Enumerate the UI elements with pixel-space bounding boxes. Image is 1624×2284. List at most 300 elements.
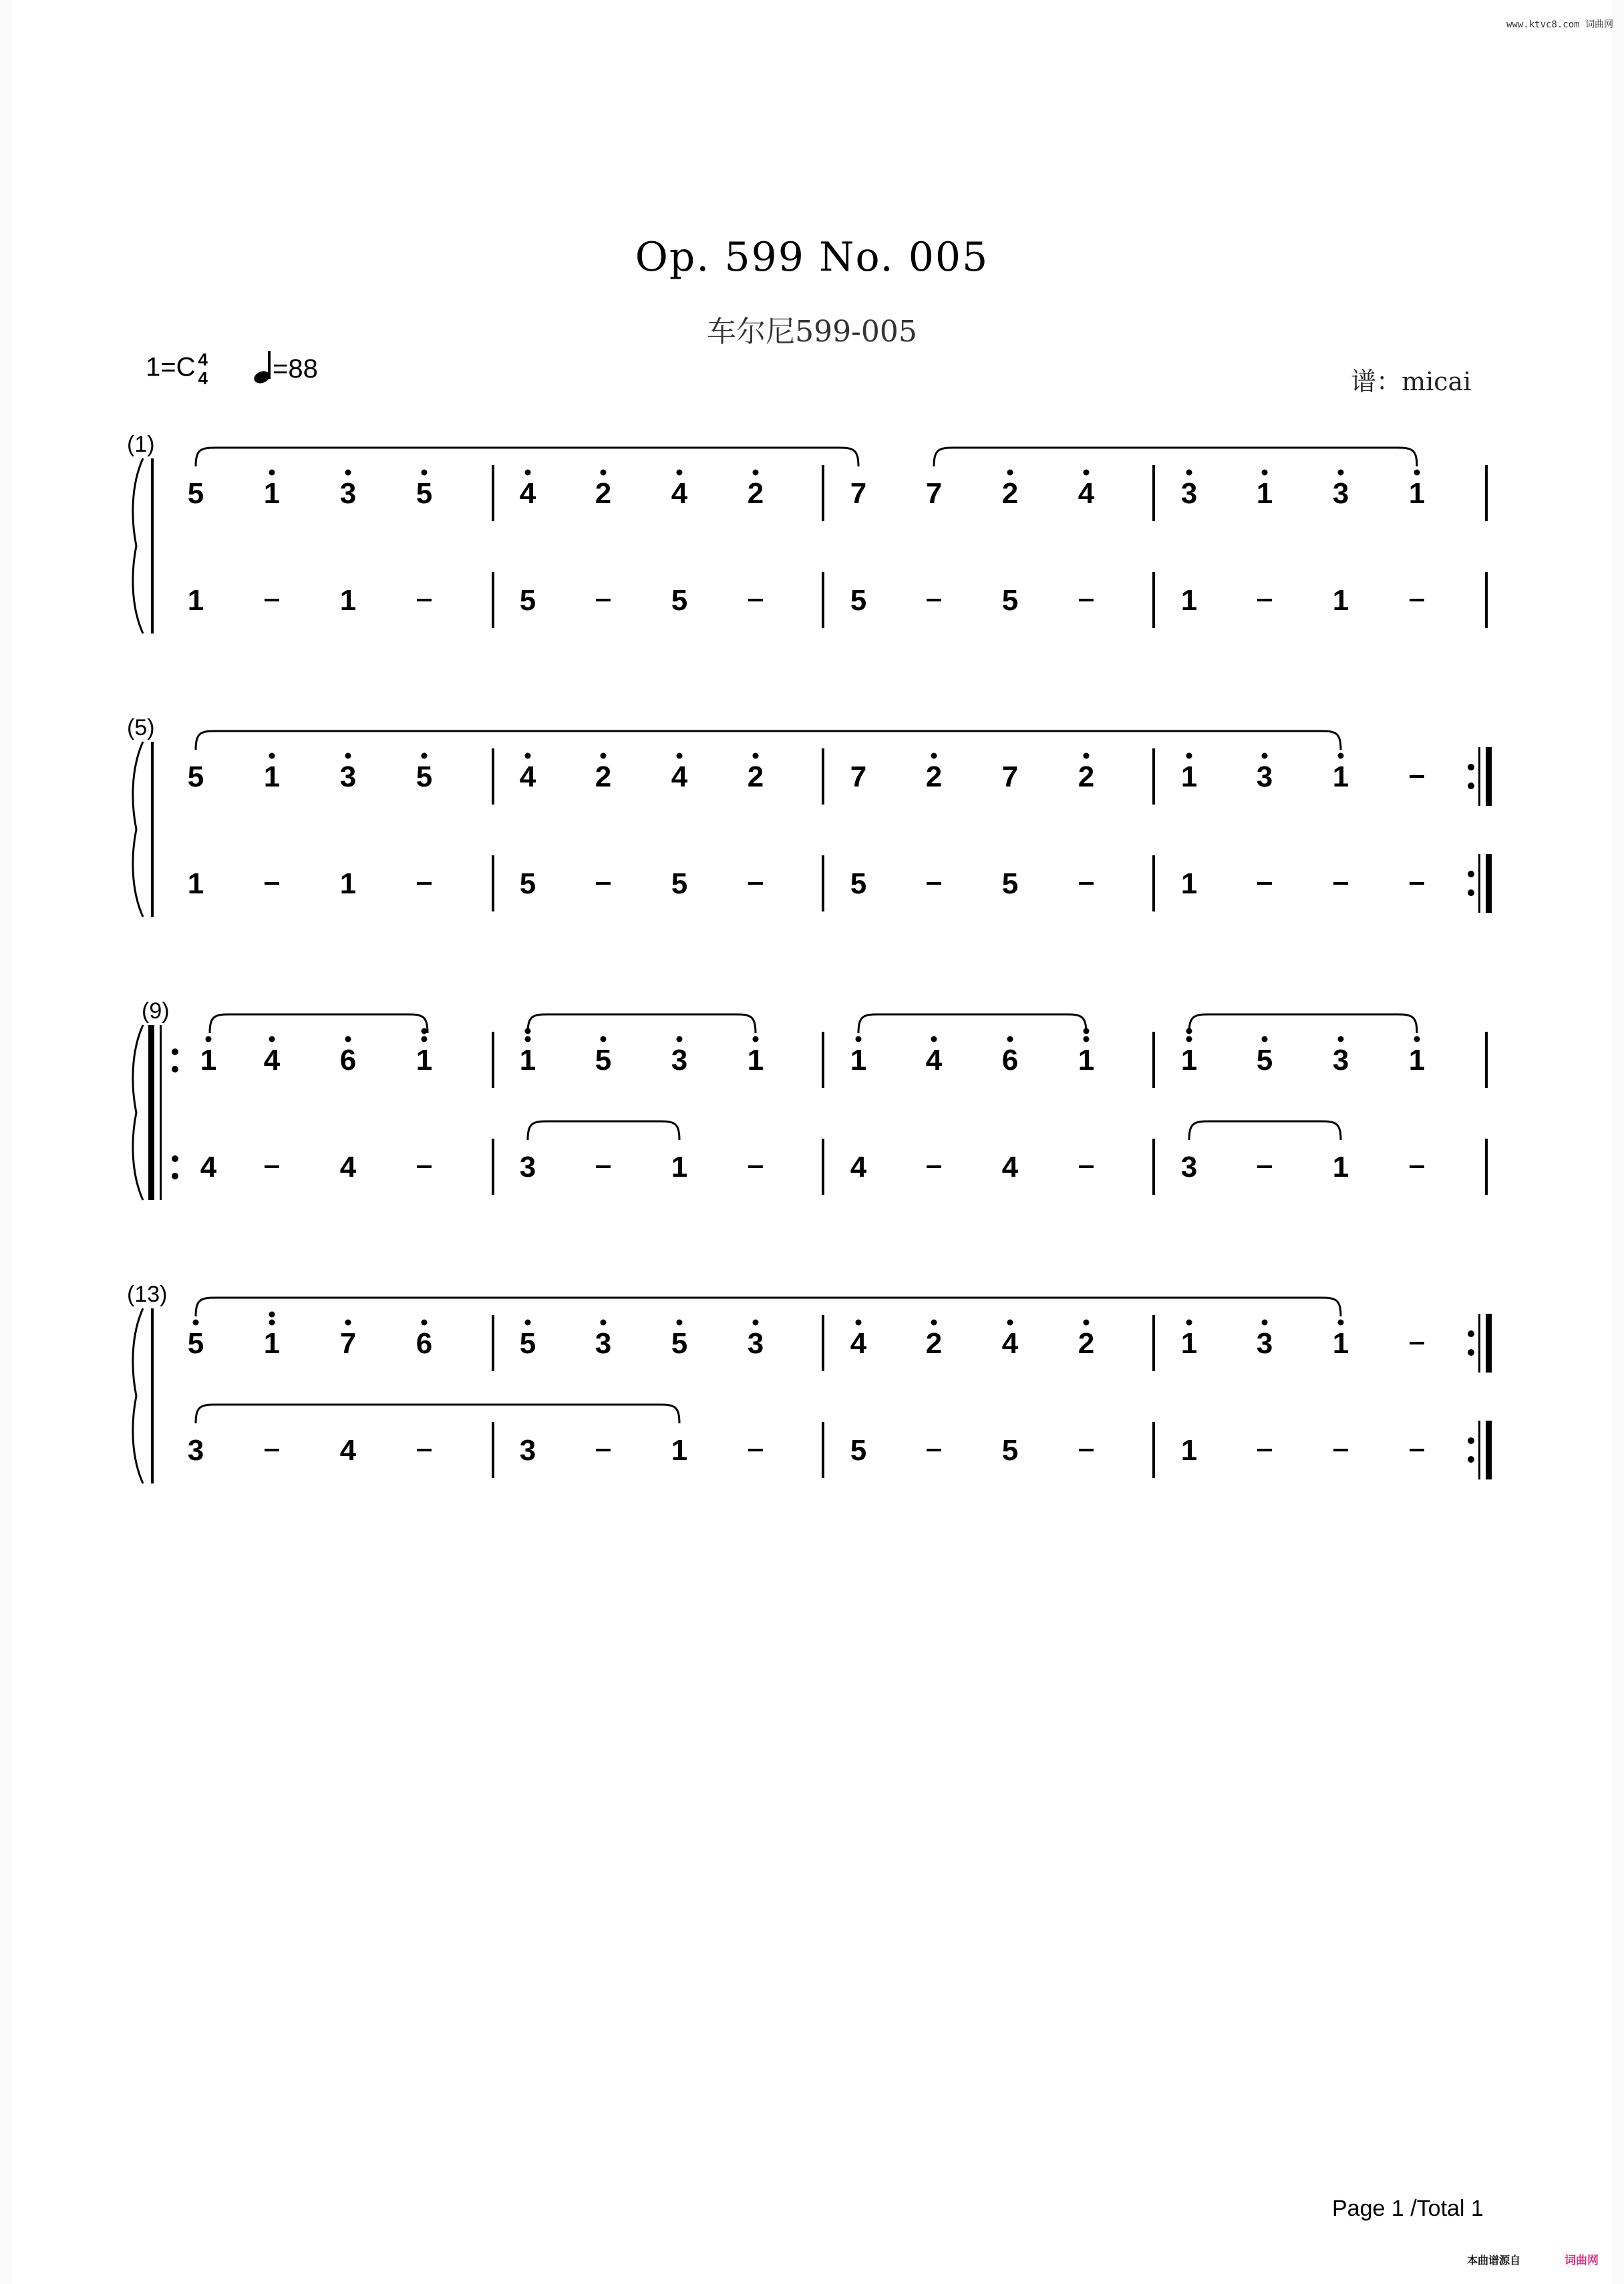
lower-note xyxy=(188,1434,204,1467)
note-digit: 5 xyxy=(187,760,204,793)
lower-note xyxy=(1333,1449,1348,1451)
note-digit: 1 xyxy=(1408,1044,1426,1077)
octave-dot xyxy=(269,1036,275,1042)
octave-dot xyxy=(1084,1320,1090,1326)
note-digit: 1 xyxy=(187,584,204,617)
note-digit: 4 xyxy=(519,477,536,510)
upper-note xyxy=(520,1028,536,1077)
octave-dot xyxy=(1338,470,1344,476)
note-digit: 3 xyxy=(339,477,357,510)
lower-note xyxy=(748,1165,763,1168)
note-digit: 5 xyxy=(1001,1434,1019,1467)
note-digit: 5 xyxy=(519,867,536,900)
repeat-end-thin-bar xyxy=(1478,1314,1480,1373)
repeat-dot xyxy=(1468,764,1474,770)
note-digit: 4 xyxy=(519,760,536,793)
note-digit: 1 xyxy=(1332,584,1349,617)
source-watermark: 本曲谱源自 xyxy=(1467,2255,1521,2267)
note-digit: 4 xyxy=(925,1044,943,1077)
lower-note xyxy=(1410,882,1424,885)
repeat-end-thick-bar xyxy=(1486,1421,1492,1479)
lower-note xyxy=(417,599,432,601)
note-digit: 5 xyxy=(595,1044,612,1077)
lower-note xyxy=(748,882,763,885)
octave-dot xyxy=(1338,753,1344,759)
octave-dot xyxy=(269,1312,275,1318)
lower-note xyxy=(200,1151,217,1183)
sustain-dash xyxy=(1257,1449,1272,1451)
upper-note xyxy=(1002,470,1018,511)
octave-dot xyxy=(1262,470,1268,476)
lower-note xyxy=(671,584,687,617)
upper-slur xyxy=(196,448,858,466)
note-digit: 1 xyxy=(1180,1044,1198,1077)
octave-dot xyxy=(422,1028,428,1034)
upper-note xyxy=(1333,470,1349,511)
lower-note xyxy=(1002,867,1018,900)
octave-dot xyxy=(1007,470,1013,476)
sustain-dash xyxy=(417,1165,432,1168)
note-digit: 1 xyxy=(1180,1434,1198,1467)
sustain-dash xyxy=(1257,882,1272,885)
lower-note xyxy=(520,867,536,900)
octave-dot xyxy=(931,753,937,759)
lower-note xyxy=(340,1151,357,1183)
bar-line xyxy=(492,1315,494,1371)
upper-note xyxy=(595,470,611,511)
upper-note xyxy=(264,753,280,794)
lower-note xyxy=(1002,584,1018,617)
sustain-dash xyxy=(596,1449,611,1451)
upper-note xyxy=(748,470,764,511)
octave-dot xyxy=(677,470,683,476)
lower-note xyxy=(850,1151,867,1183)
bar-line xyxy=(1152,748,1155,805)
lower-note xyxy=(417,1165,432,1168)
note-digit: 5 xyxy=(416,477,433,510)
lower-note xyxy=(671,1434,687,1467)
octave-dot xyxy=(269,470,275,476)
lower-note xyxy=(1333,584,1349,617)
bar-line xyxy=(822,1422,824,1478)
octave-dot xyxy=(1262,1320,1268,1326)
octave-dot xyxy=(677,1036,683,1042)
note-digit: 5 xyxy=(671,584,688,617)
repeat-dot xyxy=(1468,782,1474,789)
note-digit: 1 xyxy=(519,1044,536,1077)
upper-note xyxy=(1257,470,1273,511)
lower-note xyxy=(850,867,866,900)
lower-note xyxy=(1181,867,1197,900)
note-digit: 1 xyxy=(263,760,281,793)
lower-note xyxy=(1181,1434,1197,1467)
upper-note xyxy=(264,1312,280,1361)
site-watermark: www.ktvc8.com 词曲网 xyxy=(1506,19,1614,30)
lower-note xyxy=(265,599,279,601)
upper-note xyxy=(671,753,688,794)
lower-note xyxy=(265,1449,279,1451)
sustain-dash xyxy=(417,882,432,885)
upper-note xyxy=(748,1320,764,1361)
octave-dot xyxy=(931,1320,937,1326)
page-subtitle: 车尔尼599-005 xyxy=(707,315,917,349)
lower-note xyxy=(1333,882,1348,885)
lower-note xyxy=(927,599,941,601)
note-digit: 3 xyxy=(1256,1327,1273,1360)
bar-line xyxy=(492,855,494,911)
note-digit: 1 xyxy=(1332,1151,1349,1183)
note-digit: 3 xyxy=(519,1151,536,1183)
note-digit: 7 xyxy=(339,1327,357,1360)
lower-note xyxy=(340,584,356,617)
octave-dot xyxy=(1262,753,1268,759)
note-digit: 4 xyxy=(850,1151,867,1183)
upper-note xyxy=(1257,753,1273,794)
lower-note xyxy=(1002,1434,1018,1467)
repeat-start-thick-bar xyxy=(148,1025,154,1200)
sustain-dash xyxy=(265,1449,279,1451)
note-digit: 7 xyxy=(850,760,867,793)
octave-dot xyxy=(345,470,351,476)
sustain-dash xyxy=(927,882,941,885)
upper-slur xyxy=(196,731,1341,750)
octave-dot xyxy=(601,470,607,476)
page-number: Page 1 /Total 1 xyxy=(1332,2196,1484,2221)
upper-note xyxy=(850,760,866,793)
sustain-dash xyxy=(1410,1165,1424,1168)
octave-dot xyxy=(1186,1320,1192,1326)
upper-note xyxy=(416,470,432,511)
upper-note xyxy=(1181,470,1197,511)
system-brace xyxy=(133,1025,143,1200)
sustain-dash xyxy=(927,599,941,601)
lower-note xyxy=(188,584,204,617)
key-label: 1=C xyxy=(146,352,196,382)
lower-note xyxy=(417,882,432,885)
note-digit: 2 xyxy=(747,760,764,793)
sustain-dash xyxy=(265,882,279,885)
bar-line xyxy=(1152,1422,1155,1478)
note-digit: 2 xyxy=(1001,477,1019,510)
lower-note xyxy=(265,1165,279,1168)
sustain-dash xyxy=(927,1165,941,1168)
note-digit: 5 xyxy=(187,1327,204,1360)
note-digit: 1 xyxy=(187,867,204,900)
repeat-dot xyxy=(1468,1330,1474,1337)
upper-note xyxy=(1257,1036,1273,1077)
upper-note xyxy=(926,1320,942,1361)
upper-slur xyxy=(210,1014,428,1033)
octave-dot xyxy=(193,1320,199,1326)
note-digit: 2 xyxy=(925,1327,943,1360)
octave-dot xyxy=(525,1036,531,1042)
lower-note xyxy=(265,882,279,885)
lower-note xyxy=(748,599,763,601)
note-digit: 5 xyxy=(850,584,867,617)
octave-dot xyxy=(206,1036,212,1042)
octave-dot xyxy=(1084,470,1090,476)
octave-dot xyxy=(525,753,531,759)
upper-note xyxy=(1409,1036,1425,1077)
sustain-dash xyxy=(748,882,763,885)
bar-line xyxy=(492,748,494,805)
lower-note xyxy=(1333,1151,1349,1183)
note-digit: 7 xyxy=(1001,760,1019,793)
octave-dot xyxy=(1338,1036,1344,1042)
note-digit: 5 xyxy=(187,477,204,510)
upper-note xyxy=(1078,470,1095,511)
sustain-dash xyxy=(417,1449,432,1451)
upper-note xyxy=(595,753,611,794)
upper-note xyxy=(340,1320,356,1361)
note-digit: 3 xyxy=(1256,760,1273,793)
note-digit: 4 xyxy=(671,760,688,793)
upper-note xyxy=(671,1320,687,1361)
octave-dot xyxy=(1186,470,1192,476)
note-digit: 4 xyxy=(339,1151,357,1183)
octave-dot xyxy=(601,1036,607,1042)
measure-number: (5) xyxy=(127,715,155,740)
lower-note xyxy=(927,1165,941,1168)
upper-note xyxy=(520,1320,536,1361)
repeat-dot xyxy=(172,1048,178,1055)
tempo-value: =88 xyxy=(273,354,318,384)
octave-dot xyxy=(753,753,759,759)
lower-note xyxy=(1410,1449,1424,1451)
repeat-end-thick-bar xyxy=(1486,747,1492,806)
note-digit: 5 xyxy=(416,760,433,793)
sustain-dash xyxy=(596,599,611,601)
upper-note xyxy=(1002,760,1018,793)
sustain-dash xyxy=(1410,599,1424,601)
note-digit: 1 xyxy=(671,1434,688,1467)
bar-line xyxy=(822,1032,824,1088)
upper-note xyxy=(1333,1036,1349,1077)
upper-note xyxy=(1410,1342,1424,1344)
upper-note xyxy=(264,1036,281,1077)
note-digit: 2 xyxy=(595,477,612,510)
octave-dot xyxy=(269,1320,275,1326)
octave-dot xyxy=(1338,1320,1344,1326)
site-logo: 词曲网 xyxy=(1565,2254,1599,2267)
lower-note xyxy=(520,584,536,617)
note-digit: 1 xyxy=(1180,1327,1198,1360)
note-digit: 1 xyxy=(1180,867,1198,900)
octave-dot xyxy=(1084,753,1090,759)
bar-line xyxy=(822,1315,824,1371)
octave-dot xyxy=(422,470,428,476)
system-brace xyxy=(133,1308,143,1483)
bar-line xyxy=(492,1139,494,1195)
sustain-dash xyxy=(1257,1165,1272,1168)
lower-slur xyxy=(1189,1121,1341,1140)
lower-note xyxy=(596,882,611,885)
upper-note xyxy=(671,470,688,511)
repeat-start-thin-bar xyxy=(160,1025,162,1200)
upper-note xyxy=(416,753,432,794)
note-digit: 3 xyxy=(595,1327,612,1360)
note-digit: 2 xyxy=(1078,1327,1095,1360)
note-digit: 5 xyxy=(671,1327,688,1360)
octave-dot xyxy=(1007,1320,1013,1326)
measure-number: (1) xyxy=(127,432,155,457)
octave-dot xyxy=(931,1036,937,1042)
note-digit: 5 xyxy=(1001,584,1019,617)
upper-note xyxy=(1078,753,1094,794)
lower-note xyxy=(1257,882,1272,885)
upper-note xyxy=(926,477,942,510)
upper-note xyxy=(748,753,764,794)
upper-slur xyxy=(528,1014,756,1033)
upper-note xyxy=(850,1036,866,1077)
lower-note xyxy=(927,1449,941,1451)
lower-note xyxy=(1181,1151,1197,1183)
upper-note xyxy=(264,470,280,511)
note-digit: 1 xyxy=(1180,584,1198,617)
lower-note xyxy=(1181,584,1197,617)
octave-dot xyxy=(753,1320,759,1326)
lower-note xyxy=(927,882,941,885)
upper-note xyxy=(748,1036,764,1077)
note-digit: 1 xyxy=(200,1044,217,1077)
sustain-dash xyxy=(417,599,432,601)
sustain-dash xyxy=(265,599,279,601)
lower-note xyxy=(1002,1151,1019,1183)
upper-note xyxy=(188,1320,204,1361)
octave-dot xyxy=(856,1320,862,1326)
sustain-dash xyxy=(1079,882,1094,885)
note-digit: 4 xyxy=(850,1327,867,1360)
repeat-dot xyxy=(1468,1349,1474,1356)
repeat-end-thin-bar xyxy=(1478,1421,1480,1479)
lower-slur xyxy=(528,1121,679,1140)
octave-dot xyxy=(677,1320,683,1326)
repeat-dot xyxy=(172,1173,178,1179)
note-digit: 1 xyxy=(1332,1327,1349,1360)
octave-dot xyxy=(525,1320,531,1326)
sustain-dash xyxy=(1410,882,1424,885)
sustain-dash xyxy=(1257,599,1272,601)
lower-slur xyxy=(196,1405,679,1423)
upper-slur xyxy=(858,1014,1086,1033)
repeat-dot xyxy=(172,1155,178,1162)
bar-line xyxy=(822,1139,824,1195)
repeat-dot xyxy=(172,1066,178,1073)
note-digit: 1 xyxy=(850,1044,867,1077)
octave-dot xyxy=(1262,1036,1268,1042)
sustain-dash xyxy=(265,1165,279,1168)
sustain-dash xyxy=(1079,1165,1094,1168)
note-digit: 5 xyxy=(850,867,867,900)
note-digit: 2 xyxy=(747,477,764,510)
octave-dot xyxy=(1084,1036,1090,1042)
note-digit: 5 xyxy=(519,584,536,617)
bar-line xyxy=(1485,465,1488,521)
sustain-dash xyxy=(1079,599,1094,601)
upper-note xyxy=(1257,1320,1273,1361)
upper-note xyxy=(1410,775,1424,778)
bar-line xyxy=(822,572,824,628)
note-digit: 4 xyxy=(1078,477,1095,510)
lower-note xyxy=(1257,599,1272,601)
sustain-dash xyxy=(1333,882,1348,885)
upper-note xyxy=(1181,1028,1197,1077)
repeat-end-thin-bar xyxy=(1478,854,1480,913)
upper-note xyxy=(520,470,536,511)
repeat-dot xyxy=(1468,889,1474,896)
upper-slur xyxy=(934,448,1417,466)
lower-note xyxy=(850,1434,866,1467)
note-digit: 1 xyxy=(339,867,357,900)
lower-note xyxy=(1079,882,1094,885)
note-digit: 1 xyxy=(1256,477,1273,510)
note-digit: 1 xyxy=(1332,760,1349,793)
octave-dot xyxy=(856,1036,862,1042)
bar-line xyxy=(492,572,494,628)
note-digit: 5 xyxy=(1001,867,1019,900)
upper-note xyxy=(340,753,356,794)
upper-note xyxy=(188,760,204,793)
sustain-dash xyxy=(748,599,763,601)
octave-dot xyxy=(345,1320,351,1326)
note-digit: 4 xyxy=(671,477,688,510)
note-digit: 5 xyxy=(519,1327,536,1360)
upper-note xyxy=(188,477,204,510)
sustain-dash xyxy=(596,1165,611,1168)
upper-note xyxy=(416,1320,432,1361)
note-digit: 1 xyxy=(747,1044,764,1077)
note-digit: 3 xyxy=(1332,1044,1349,1077)
repeat-dot xyxy=(1468,871,1474,877)
time-top: 4 xyxy=(198,349,208,370)
note-digit: 4 xyxy=(1001,1327,1019,1360)
note-digit: 1 xyxy=(263,477,281,510)
note-digit: 6 xyxy=(339,1044,357,1077)
lower-note xyxy=(417,1449,432,1451)
note-digit: 6 xyxy=(1001,1044,1019,1077)
note-digit: 3 xyxy=(747,1327,764,1360)
repeat-dot xyxy=(1468,1437,1474,1444)
octave-dot xyxy=(345,1036,351,1042)
note-digit: 7 xyxy=(925,477,943,510)
upper-note xyxy=(1409,470,1425,511)
lower-note xyxy=(671,1151,687,1183)
upper-note xyxy=(926,1036,943,1077)
lower-note xyxy=(188,867,204,900)
bar-line xyxy=(492,465,494,521)
note-digit: 2 xyxy=(925,760,943,793)
system-brace xyxy=(133,742,143,917)
repeat-end-thick-bar xyxy=(1486,854,1492,913)
note-digit: 1 xyxy=(339,584,357,617)
note-digit: 4 xyxy=(1001,1151,1019,1183)
sustain-dash xyxy=(748,1165,763,1168)
upper-note xyxy=(200,1036,216,1077)
repeat-end-thin-bar xyxy=(1478,747,1480,806)
octave-dot xyxy=(677,753,683,759)
octave-dot xyxy=(1414,1036,1420,1042)
note-digit: 4 xyxy=(200,1151,217,1183)
octave-dot xyxy=(753,470,759,476)
octave-dot xyxy=(1414,470,1420,476)
lower-note xyxy=(340,1434,357,1467)
bar-line xyxy=(1485,1032,1488,1088)
upper-note xyxy=(1078,1028,1094,1077)
octave-dot xyxy=(753,1036,759,1042)
bar-line xyxy=(1152,1139,1155,1195)
page-title: Op. 599 No. 005 xyxy=(635,234,989,281)
octave-dot xyxy=(269,753,275,759)
